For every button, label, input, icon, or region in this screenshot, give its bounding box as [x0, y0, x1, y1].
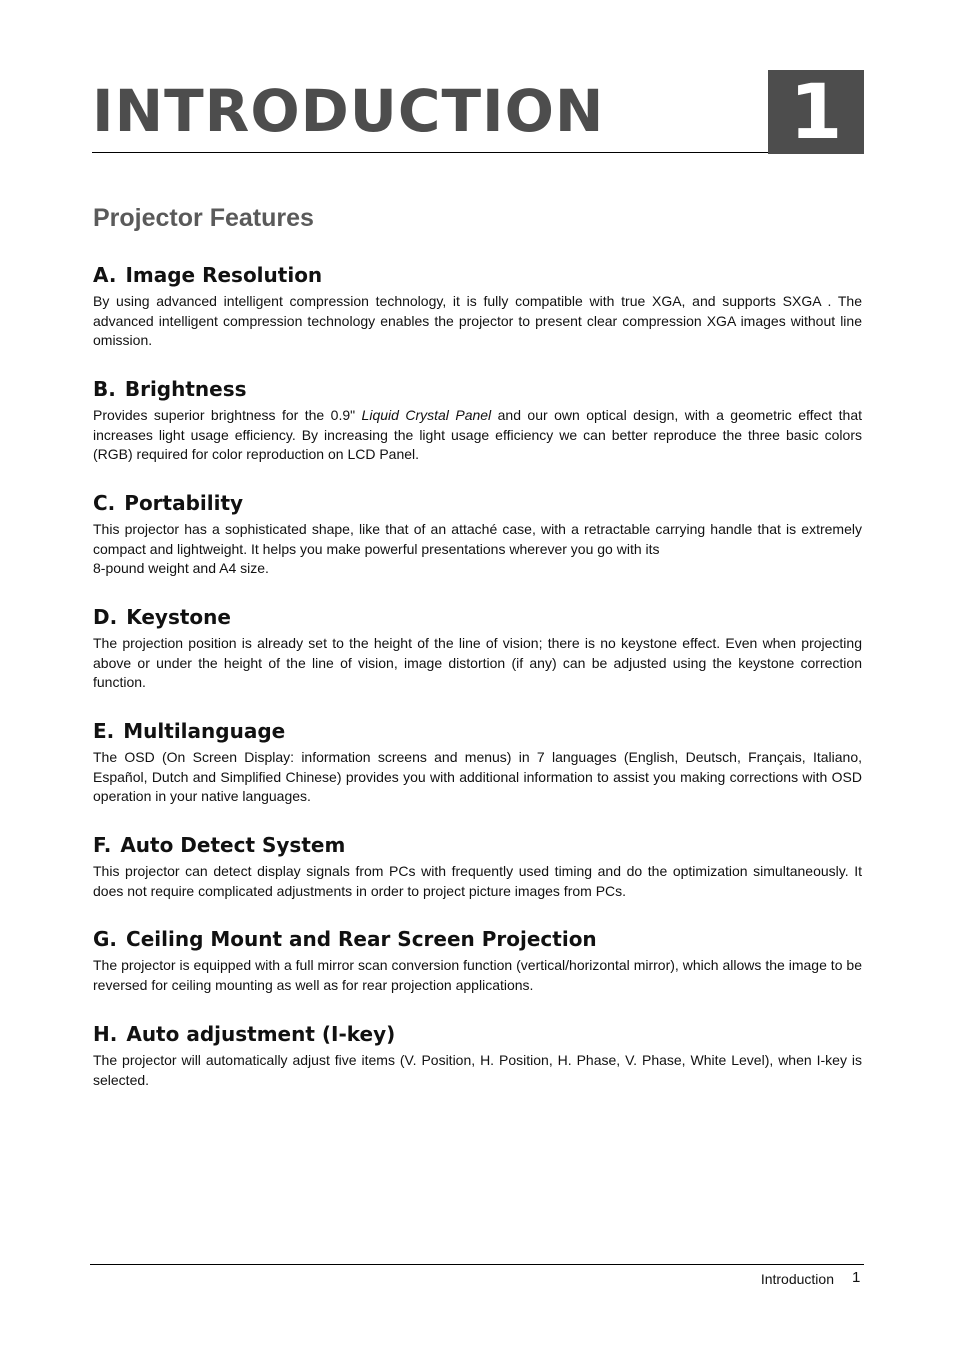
feature-image-resolution	[93, 262, 862, 351]
feature-letter: H.	[93, 1022, 118, 1046]
section-title: Projector Features	[93, 204, 314, 232]
feature-letter: C.	[93, 491, 116, 515]
feature-body	[93, 406, 862, 465]
feature-letter: D.	[93, 605, 118, 629]
feature-keystone	[93, 604, 862, 693]
footer-rule	[90, 1264, 864, 1265]
chapter-title: INTRODUCTION	[92, 77, 605, 145]
feature-body-text: and our own optical design, with a geometric effect that increases light usage efficiency. By increasing the light usage efficiency we can better reproduce the three basic colors (RGB) required for color reproduction on LCD Panel.	[93, 407, 862, 462]
page-number: 1	[852, 1269, 861, 1286]
feature-body: By using advanced intelligent compression technology, it is fully compatible with true XGA, and supports SXGA . The advanced intelligent compression technology enables the projector to present clear compression XGA images without line omission.	[93, 293, 862, 348]
chapter-title-rule	[92, 152, 768, 153]
feature-ceiling-mount	[93, 926, 862, 995]
feature-title: Brightness	[124, 377, 247, 401]
feature-letter: G.	[93, 927, 118, 951]
feature-letter: F.	[93, 833, 112, 857]
chapter-number-badge: 1	[768, 70, 864, 154]
feature-title: Keystone	[126, 605, 231, 629]
feature-brightness	[93, 376, 862, 465]
feature-body-text: This projector has a sophisticated shape, like that of an attaché case, with a retractable carrying handle that is extremely compact and lightweight. It helps you make powerful presentations wherever you go with its	[93, 521, 862, 557]
feature-title: Ceiling Mount and Rear Screen Projection	[126, 927, 597, 951]
feature-body: The projector is equipped with a full mirror scan conversion function (vertical/horizontal mirror), which allows the image to be reversed for ceiling mounting as well as for rear projection applications.	[93, 957, 862, 993]
feature-title: Image Resolution	[125, 263, 323, 287]
feature-heading	[93, 490, 862, 516]
feature-heading	[93, 1021, 862, 1047]
feature-body-text: 8-pound weight and A4 size.	[93, 560, 269, 576]
feature-auto-adjustment	[93, 1021, 862, 1090]
feature-body	[93, 520, 862, 579]
feature-letter: B.	[93, 377, 116, 401]
feature-heading	[93, 604, 862, 630]
feature-body-emphasis: Liquid Crystal Panel	[361, 407, 492, 423]
feature-letter: E.	[93, 719, 115, 743]
feature-title: Auto adjustment (I-key)	[126, 1022, 396, 1046]
feature-heading	[93, 926, 862, 952]
feature-body: This projector can detect display signals from PCs with frequently used timing and do the optimization simultaneously. It does not require complicated adjustments in order to project picture images from PCs.	[93, 863, 862, 899]
feature-heading	[93, 832, 862, 858]
feature-heading	[93, 262, 862, 288]
feature-title: Multilanguage	[123, 719, 286, 743]
feature-heading	[93, 718, 862, 744]
feature-body: The projection position is already set to the height of the line of vision; there is no keystone effect. Even when projecting above or under the height of the line of vision, image distortion (if any) can be adjusted using the keystone correction function.	[93, 635, 862, 690]
feature-multilanguage	[93, 718, 862, 807]
feature-body-text: Provides superior brightness for the 0.9"	[93, 407, 362, 423]
feature-heading	[93, 376, 862, 402]
feature-body: The projector will automatically adjust five items (V. Position, H. Position, H. Phase, V. Phase, White Level), when I-key is selected.	[93, 1052, 862, 1088]
feature-portability	[93, 490, 862, 579]
feature-title: Portability	[124, 491, 244, 515]
feature-title: Auto Detect System	[120, 833, 346, 857]
feature-body: The OSD (On Screen Display: information screens and menus) in 7 languages (English, Deutsch, Français, Italiano, Español, Dutch and Simplified Chinese) provides you with additional information to assist you making corrections with OSD operation in your native languages.	[93, 749, 862, 804]
footer-label: Introduction	[760, 1271, 834, 1287]
feature-letter: A.	[93, 263, 117, 287]
feature-auto-detect-system	[93, 832, 862, 901]
